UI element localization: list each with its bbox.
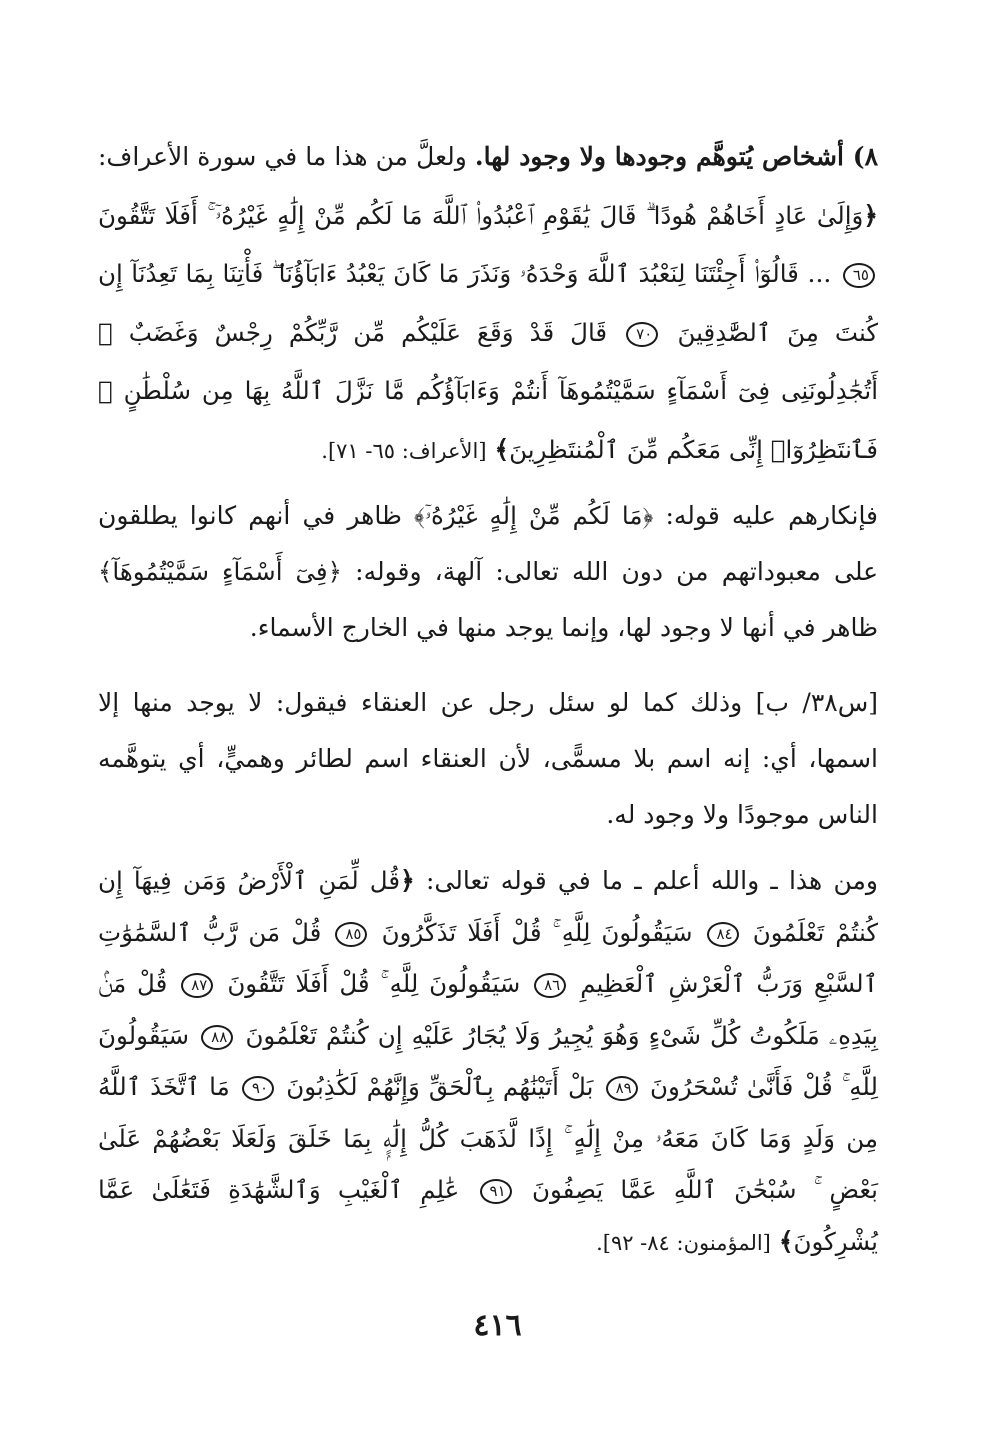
ayah-number-84: ٨٤: [707, 922, 739, 947]
quran-verse-85: سَيَقُولُونَ لِلَّهِ ۚ قُلْ أَفَلَا تَذَكَّرُونَ: [381, 917, 693, 947]
quran-verse-91: مَا ٱتَّخَذَ ٱللَّهُ مِن وَلَدٍ وَمَا كَانَ مَعَهُۥ مِنْ إِلَٰهٍ ۚ إِذًا لَّذَهَبَ كُلُّ إِلَٰهٍۭ بِمَا خَلَقَ وَلَعَلَا بَعْضُهُمْ عَلَىٰ بَعْضٍ ۚ سُبْحَٰنَ ٱللَّهِ عَمَّا يَصِفُونَ: [98, 1072, 878, 1204]
ellipsis: ...: [807, 259, 832, 288]
open-bracket: ﴿: [863, 200, 878, 230]
paragraph-2-part-1: فإنكارهم عليه قوله:: [665, 501, 879, 530]
quran-verse-71: قَالَ قَدْ وَقَعَ عَلَيْكُم مِّن رَّبِّكُمْ رِجْسٌ وَغَضَبٌ ۖ أَتُجَٰدِلُونَنِى فِىٓ أَسْمَآءٍ سَمَّيْتُمُوهَآ أَنتُمْ وَءَابَآؤُكُم مَّا نَزَّلَ ٱللَّهُ بِهَا مِن سُلْطَٰنٍ ۚ فَٱنتَظِرُوٓا۟ إِنِّى مَعَكُم مِّنَ ٱلْمُنتَظِرِينَ: [98, 317, 878, 464]
quran-verse-65: وَإِلَىٰ عَادٍ أَخَاهُمْ هُودًا ۗ قَالَ يَٰقَوْمِ ٱعْبُدُوا۟ ٱللَّهَ مَا لَكُم مِّنْ إِلَٰهٍ غَيْرُهُۥٓ ۚ أَفَلَا تَتَّقُونَ: [98, 200, 864, 230]
paragraph-3-text: [س٣٨/ ب] وذلك كما لو سئل رجل عن العنقاء فيقول: لا يوجد منها إلا اسمها، أي: إنه اسم بلا مسمًّى، لأن العنقاء اسم لطائر وهميٍّ، أي يتوهَّمه الناس موجودًا ولا وجود له.: [98, 688, 878, 829]
quran-verse-90: بَلْ أَتَيْنَٰهُم بِٱلْحَقِّ وَإِنَّهُمْ لَكَٰذِبُونَ: [286, 1072, 594, 1101]
paragraph-3: [98, 675, 878, 843]
paragraph-2-part-3: ظاهر في أنها لا وجود لها، وإنما يوجد منها في الخارج الأسماء.: [249, 613, 878, 642]
ayah-number-65: ٦٥: [843, 263, 875, 288]
paragraph-4-intro: ومن هذا ـ والله أعلم ـ ما في قوله تعالى:: [426, 866, 878, 895]
quran-verse-86: قُلْ مَن رَّبُّ ٱلسَّمَٰوَٰتِ ٱلسَّبْعِ وَرَبُّ ٱلْعَرْشِ ٱلْعَظِيمِ: [98, 917, 878, 998]
ayah-number-85: ٨٥: [335, 922, 367, 947]
quran-verse-84: قُل لِّمَنِ ٱلْأَرْضُ وَمَن فِيهَآ إِن كُنتُمْ تَعْلَمُونَ: [98, 866, 878, 947]
close-bracket: ﴾: [494, 434, 510, 464]
quran-verse-70: قَالُوٓا۟ أَجِئْتَنَا لِنَعْبُدَ ٱللَّهَ وَحْدَهُۥ وَنَذَرَ مَا كَانَ يَعْبُدُ ءَابَآؤُنَا ۖ فَأْتِنَا بِمَا تَعِدُنَآ إِن كُنتَ مِنَ ٱلصَّٰدِقِينَ: [98, 259, 879, 347]
open-bracket: ﴿: [400, 866, 415, 895]
quran-quote-1: ﴿مَا لَكُم مِّنْ إِلَٰهٍ غَيْرُهُۥٓ﴾: [414, 501, 654, 530]
ayah-number-91: ٩١: [480, 1179, 512, 1204]
ayah-number-89: ٨٩: [606, 1076, 638, 1101]
quran-quote-2: ﴿فِىٓ أَسْمَآءٍ سَمَّيْتُمُوهَآ﴾: [98, 557, 342, 586]
quran-verse-87: سَيَقُولُونَ لِلَّهِ ۚ قُلْ أَفَلَا تَتَّقُونَ: [227, 969, 521, 998]
paragraph-2: [98, 488, 878, 656]
close-bracket: ﴾: [778, 1226, 794, 1256]
page-number: ٤١٦: [473, 1308, 522, 1343]
verse-reference: [المؤمنون: ٨٤- ٩٢].: [596, 1230, 771, 1255]
verse-reference: [الأعراف: ٦٥- ٧١].: [321, 438, 487, 463]
ayah-number-86: ٨٦: [534, 973, 566, 998]
paragraph-1: [98, 128, 878, 480]
quran-verse-92: عَٰلِمِ ٱلْغَيْبِ وَٱلشَّهَٰدَةِ فَتَعَٰلَىٰ عَمَّا يُشْرِكُونَ: [98, 1175, 878, 1256]
paragraph-2-part-2: ظاهر في أنهم كانوا يطلقون على معبوداتهم من دون الله تعالى: آلهة، وقوله:: [98, 501, 879, 586]
paragraph-4: [98, 855, 878, 1269]
paragraph-1-intro: ولعلَّ من هذا ما في سورة الأعراف:: [98, 142, 467, 171]
quran-verse-89: سَيَقُولُونَ لِلَّهِ ۚ قُلْ فَأَنَّىٰ تُسْحَرُونَ: [98, 1020, 878, 1101]
ayah-number-87: ٨٧: [181, 973, 213, 998]
heading-point-8: ٨) أشخاص يُتوهَّم وجودها ولا وجود لها.: [474, 142, 878, 171]
quran-verse-88: قُلْ مَنۢ بِيَدِهِۦ مَلَكُوتُ كُلِّ شَىْءٍ وَهُوَ يُجِيرُ وَلَا يُجَارُ عَلَيْهِ إِن كُنتُمْ تَعْلَمُونَ: [98, 969, 878, 1050]
ayah-number-90: ٩٠: [242, 1076, 274, 1101]
ayah-number-88: ٨٨: [201, 1025, 233, 1050]
ayah-number-70: ٧٠: [626, 322, 658, 347]
